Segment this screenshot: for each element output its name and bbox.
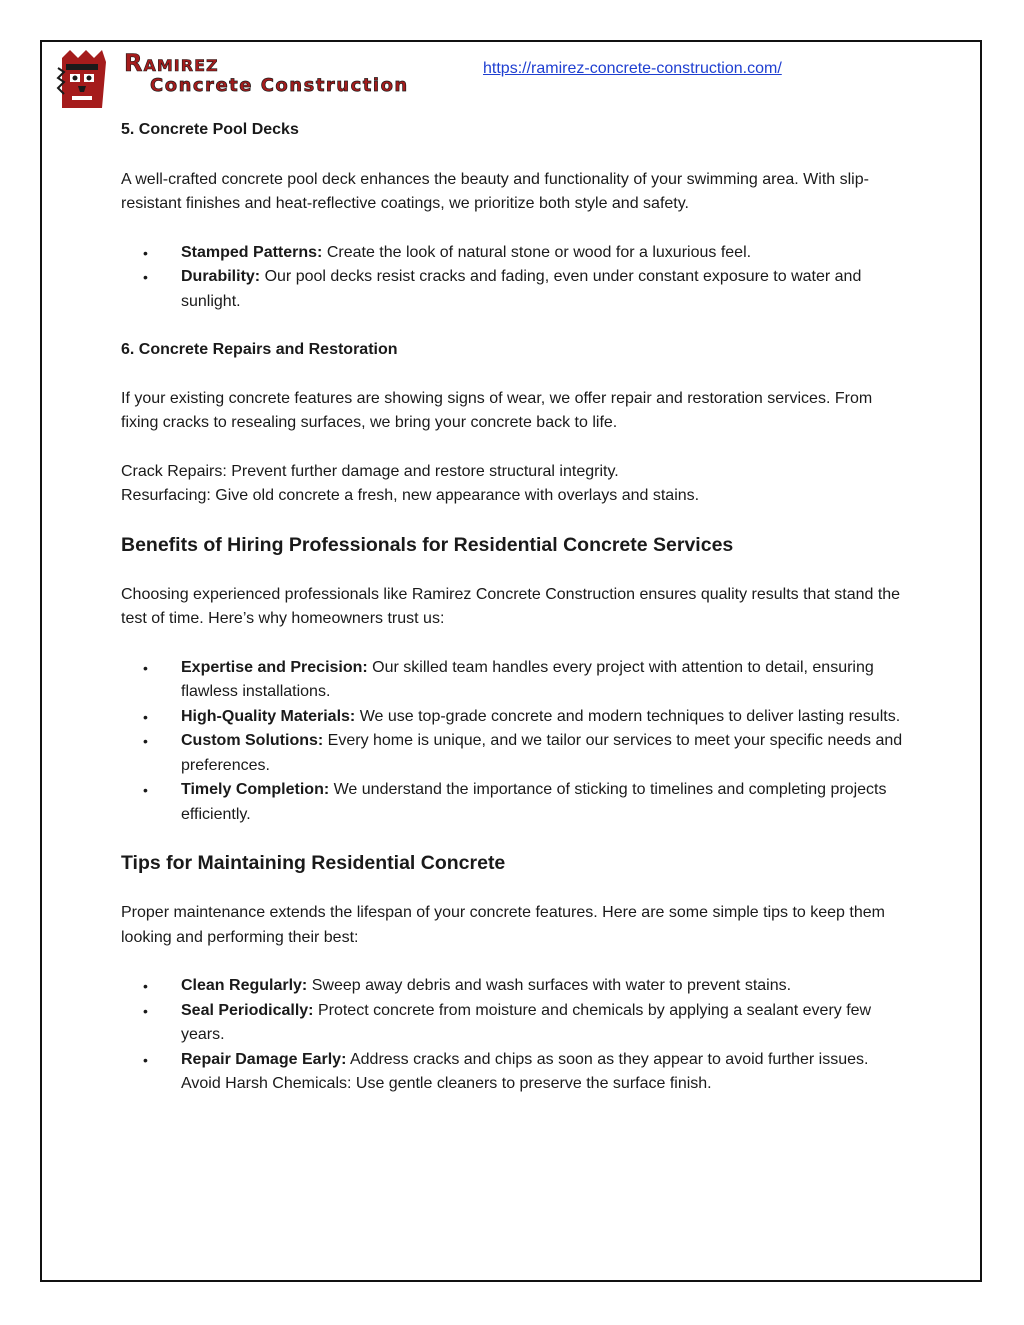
bullet-text: Our pool decks resist cracks and fading, even under constant exposure to water and sunlight.	[181, 268, 862, 310]
bullet-label: High-Quality Materials:	[181, 707, 356, 725]
paragraph-line: Crack Repairs: Prevent further damage and restore structural integrity.	[121, 462, 619, 480]
document-body	[121, 118, 911, 1097]
bullet-text: Every home is unique, and we tailor our services to meet your specific needs and preferences.	[181, 732, 903, 774]
bullet-label: Custom Solutions:	[181, 732, 324, 749]
list-item	[121, 999, 911, 1048]
paragraph: A well-crafted concrete pool deck enhances the beauty and functionality of your swimming area. With slip-resistant finishes and heat-reflective coatings, we prioritize both style and safety.	[121, 170, 869, 212]
section-heading-benefits: Benefits of Hiring Professionals for Residential Concrete Services	[121, 533, 734, 556]
website-link[interactable]: https://ramirez-concrete-construction.com/	[483, 60, 782, 77]
bullet-list	[121, 656, 911, 828]
section-heading-pool-decks: 5. Concrete Pool Decks	[121, 121, 299, 138]
bullet-label: Timely Completion:	[181, 781, 330, 798]
bullet-list	[121, 974, 911, 1072]
bullet-text: Our skilled team handles every project with attention to detail, ensuring flawless installations.	[181, 658, 874, 700]
section-heading-repairs: 6. Concrete Repairs and Restoration	[121, 341, 398, 358]
paragraph: Proper maintenance extends the lifespan of your concrete features. Here are some simple tips to keep them looking and performing their best:	[121, 904, 885, 946]
bullet-text: We use top-grade concrete and modern techniques to deliver lasting results.	[355, 707, 901, 725]
list-item	[121, 974, 911, 999]
brand-subtitle: Concrete Construction	[150, 75, 409, 96]
bullet-label: Clean Regularly:	[181, 977, 308, 994]
list-item	[121, 705, 911, 730]
bullet-label: Stamped Patterns:	[181, 243, 323, 261]
bullet-list	[121, 241, 911, 315]
list-item	[121, 729, 911, 778]
list-item	[121, 1048, 911, 1073]
list-item	[121, 778, 911, 827]
bullet-label: Seal Periodically:	[181, 1001, 314, 1019]
list-item	[121, 656, 911, 705]
bullet-label: Durability:	[181, 268, 261, 285]
list-item	[121, 241, 911, 266]
paragraph-line: Resurfacing: Give old concrete a fresh, new appearance with overlays and stains.	[121, 487, 700, 504]
brand-name: RAMIREZ	[124, 49, 219, 77]
bullet-text: We understand the importance of sticking to timelines and completing projects efficiently.	[181, 781, 887, 823]
list-item	[121, 265, 911, 314]
paragraph-line: Avoid Harsh Chemicals: Use gentle cleaners to preserve the surface finish.	[181, 1075, 712, 1092]
section-heading-tips: Tips for Maintaining Residential Concrete	[121, 852, 506, 874]
bullet-text: Address cracks and chips as soon as they appear to avoid further issues.	[346, 1050, 869, 1068]
brand-logo-text	[124, 49, 409, 97]
paragraph: Choosing experienced professionals like Ramirez Concrete Construction ensures quality results that stand the test of time. Here’s why homeowners trust us:	[121, 585, 901, 627]
bullet-text: Sweep away debris and wash surfaces with water to prevent stains.	[307, 977, 792, 994]
bullet-label: Repair Damage Early:	[181, 1050, 347, 1068]
bullet-text: Create the look of natural stone or wood for a luxurious feel.	[322, 243, 752, 261]
paragraph: If your existing concrete features are showing signs of wear, we offer repair and restoration services. From fixing cracks to resealing surfaces, we bring your concrete back to life.	[121, 389, 873, 431]
bullet-text: Protect concrete from moisture and chemicals by applying a sealant every few years.	[181, 1001, 872, 1043]
bullet-label: Expertise and Precision:	[181, 658, 368, 676]
